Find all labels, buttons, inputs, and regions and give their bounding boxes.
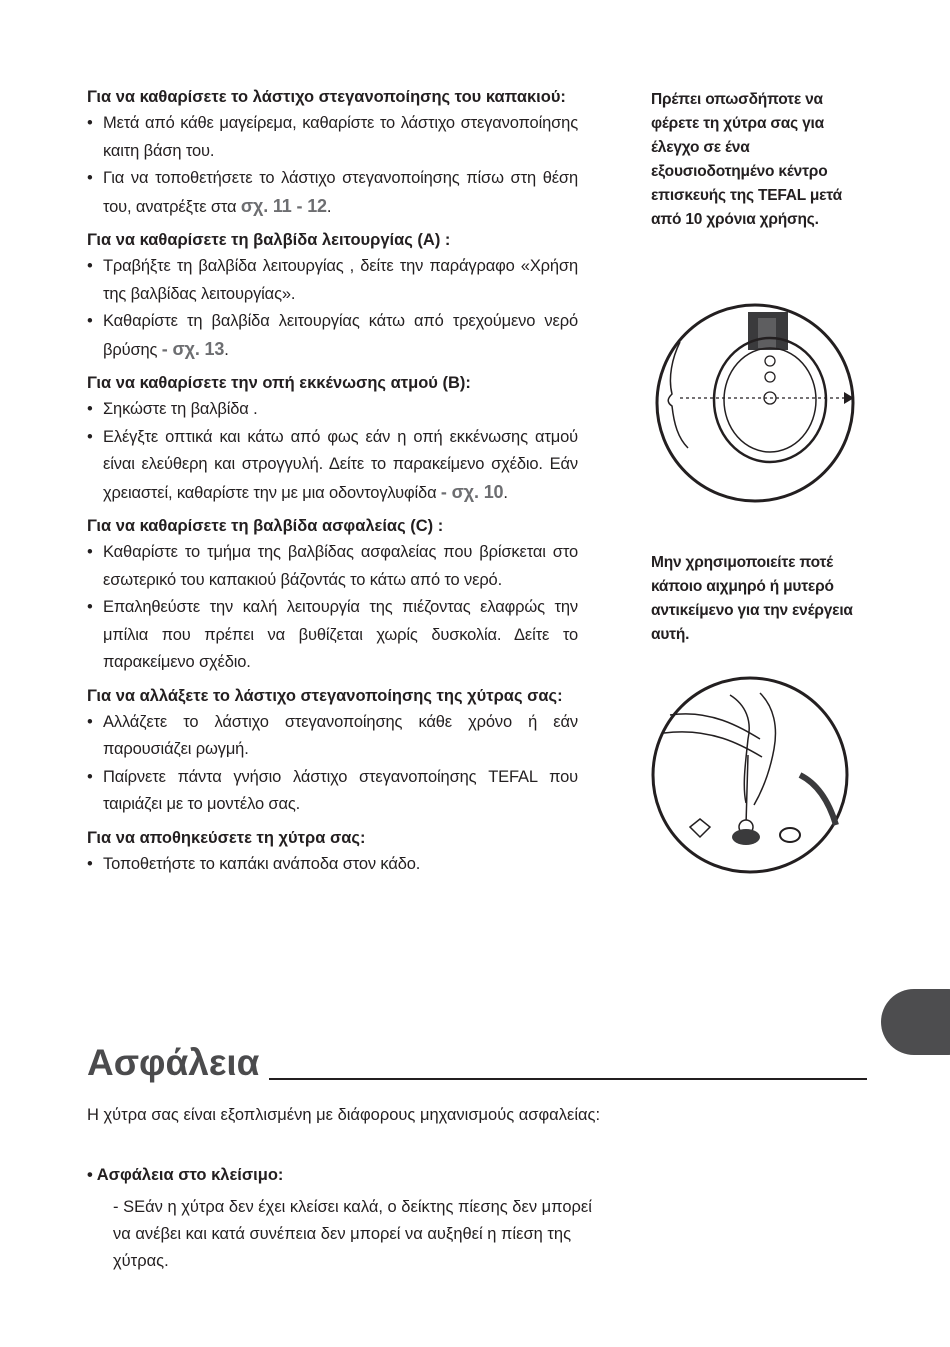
section-title: Για να καθαρίσετε τη βαλβίδα λειτουργίας (A) : bbox=[87, 231, 451, 249]
side-note-service: Πρέπει οπωσδήποτε να φέρετε τη χύτρα σας για έλεγχο σε ένα εξουσιοδοτημένο κέντρο επισκευής της TEFAL μετά από 10 χρόνια χρήσης. bbox=[651, 91, 842, 228]
safety-heading bbox=[87, 1038, 867, 1088]
lock-safety-title: • Ασφάλεια στο κλείσιμο: bbox=[87, 1166, 284, 1184]
section-title: Για να καθαρίσετε το λάστιχο στεγανοποίησης του καπακιού: bbox=[87, 88, 566, 106]
bullet-item: • Για να τοποθετήσετε το λάστιχο στεγανοποίησης πίσω στη θέση του, ανατρέξτε στα σχ. 11 - 12. bbox=[87, 165, 578, 221]
section-lid-gasket bbox=[87, 84, 578, 221]
pressure-cooker-lid-illustration bbox=[650, 298, 860, 508]
bullet-item: • Καθαρίστε τη βαλβίδα λειτουργίας κάτω από τρεχούμενο νερό βρύσης - σχ. 13. bbox=[87, 308, 578, 364]
bullet-item: • Καθαρίστε το τμήμα της βαλβίδας ασφαλείας που βρίσκεται στο εσωτερικό του καπακιού βάζοντάς το κάτω από το νερό. bbox=[87, 539, 578, 594]
bullet-item: • Παίρνετε πάντα γνήσιο λάστιχο στεγανοποίησης TEFAL που ταιριάζει με το μοντέλο σας. bbox=[87, 764, 578, 819]
bullet-item: • Επαληθεύστε την καλή λειτουργία της πιέζοντας ελαφρώς την μπίλια που πρέπει να βυθίζεται χωρίς δυσκολία. Δείτε το παρακείμενο σχέδιο. bbox=[87, 594, 578, 677]
figure-ref: - σχ. 13 bbox=[161, 338, 225, 359]
figure-ref: - σχ. 10 bbox=[440, 481, 504, 502]
section-steam-outlet bbox=[87, 370, 578, 507]
safety-valve-press-illustration bbox=[650, 675, 850, 875]
section-safety-valve bbox=[87, 513, 578, 677]
side-note-warning: Μην χρησιμοποιείτε ποτέ κάποιο αιχμηρό ή μυτερό αντικείμενο για την ενέργεια αυτή. bbox=[651, 554, 853, 643]
lock-safety-text: - SEάν η χύτρα δεν έχει κλείσει καλά, ο δείκτης πίεσης δεν μπορεί να ανέβει και κατά συνέπεια δεν μπορεί να αυξηθεί η πίεση της χύτρας. bbox=[113, 1198, 592, 1270]
safety-heading-text: Ασφάλεια bbox=[87, 1038, 269, 1088]
section-storage bbox=[87, 825, 578, 879]
section-change-gasket bbox=[87, 683, 578, 819]
bullet-item: • Σηκώστε τη βαλβίδα . bbox=[87, 396, 578, 424]
section-operating-valve bbox=[87, 227, 578, 364]
bullet-item: • Αλλάζετε το λάστιχο στεγανοποίησης κάθε χρόνο ή εάν παρουσιάζει ρωγμή. bbox=[87, 709, 578, 764]
section-title: Για να καθαρίσετε τη βαλβίδα ασφαλείας (C) : bbox=[87, 517, 444, 535]
safety-intro: Η χύτρα σας είναι εξοπλισμένη με διάφορους μηχανισμούς ασφαλείας: bbox=[87, 1106, 601, 1124]
main-column bbox=[87, 84, 578, 884]
section-title: Για να αλλάξετε το λάστιχο στεγανοποίησης της χύτρας σας: bbox=[87, 686, 563, 705]
section-title: Για να αποθηκεύσετε τη χύτρα σας: bbox=[87, 828, 366, 847]
figure-ref: σχ. 11 - 12 bbox=[240, 195, 327, 216]
bullet-item: • Τραβήξτε τη βαλβίδα λειτουργίας , δείτε την παράγραφο «Χρήση της βαλβίδας λειτουργίας». bbox=[87, 253, 578, 308]
section-title: Για να καθαρίσετε την οπή εκκένωσης ατμού (B): bbox=[87, 374, 471, 392]
bullet-item: • Ελέγξτε οπτικά και κάτω από φως εάν η οπή εκκένωσης ατμού είναι ελεύθερη και στρογγυλή. Δείτε το παρακείμενο σχέδιο. Εάν χρειαστεί, καθαρίστε την με μια οδοντογλυφίδα - σχ. 10. bbox=[87, 424, 578, 508]
page-side-tab bbox=[881, 989, 950, 1055]
bullet-item: • Τοποθετήστε το καπάκι ανάποδα στον κάδο. bbox=[87, 851, 578, 879]
bullet-item: • Μετά από κάθε μαγείρεμα, καθαρίστε το λάστιχο στεγανοποίησης καιτη βάση του. bbox=[87, 110, 578, 165]
